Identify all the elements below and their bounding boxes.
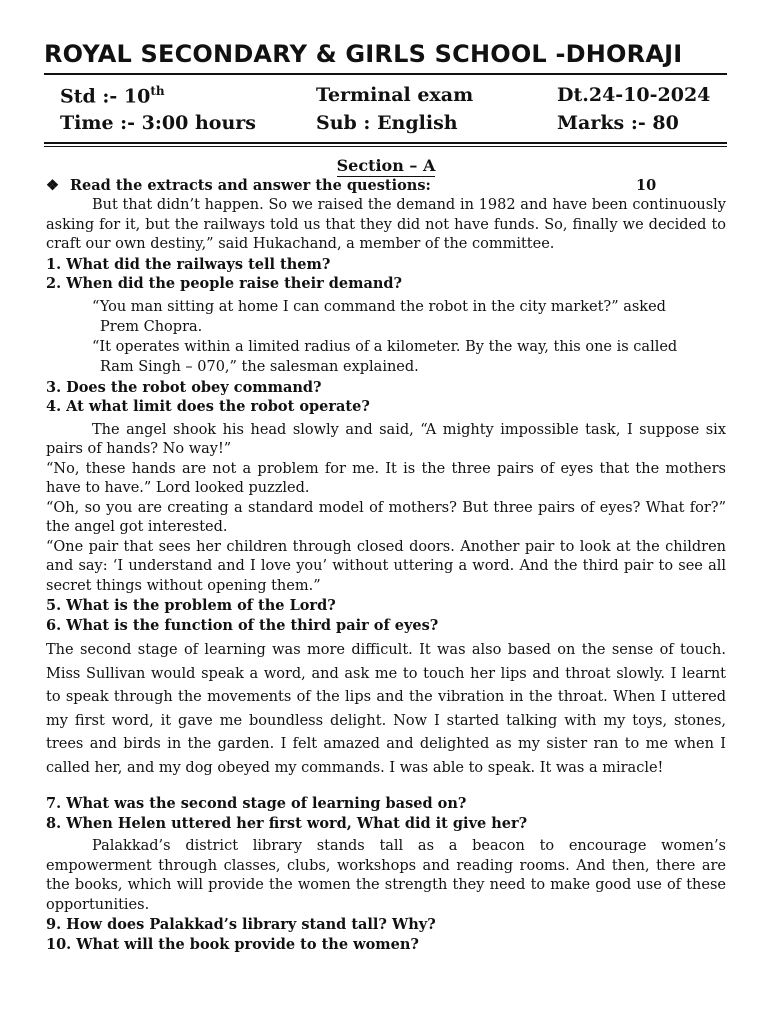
diamond-bullet-icon: ❖ (46, 177, 59, 194)
instruction (46, 176, 726, 196)
question-8: 8. When Helen uttered her first word, What did it give her? (46, 814, 528, 832)
question-6: 6. What is the function of the third pair of eyes? (46, 616, 439, 634)
header-divider (44, 142, 727, 144)
total-marks: Marks :- 80 (557, 112, 679, 134)
question-5: 5. What is the problem of the Lord? (46, 597, 336, 614)
extract-3-para-2: “No, these hands are not a problem for me. It is the three pairs of eyes that the mothers have to have.” Lord looked puzzled. (46, 460, 726, 496)
exam-date: Dt.24-10-2024 (557, 84, 711, 106)
exam-time: Time :- 3:00 hours (60, 112, 256, 134)
instruction-text: Read the extracts and answer the questions: (70, 177, 431, 194)
extract-5: Palakkad’s district library stands tall as a beacon to encourage women’s empowerment through classes, clubs, workshops and reading rooms. And then, there are the books, which will provide the women the strength they need to make good use of these opportunities. (46, 838, 726, 913)
extract-1: But that didn’t happen. So we raised the demand in 1982 and have been continuously asking for it, but the railways told us that they did not have funds. So, finally we decided to craft our own destiny,” said Hukachand, a member of the committee. (46, 197, 726, 252)
question-3: 3. Does the robot obey command? (46, 378, 322, 396)
standard-label: Std :- 10 (60, 85, 151, 108)
exam-name: Terminal exam (316, 84, 474, 106)
question-7: 7. What was the second stage of learning based on? (46, 795, 467, 812)
extract-2 (46, 297, 726, 377)
extract-2-line-2: “It operates within a limited radius of a kilometer. By the way, this one is called Ram Singh – 070,” the salesman explained. (92, 338, 678, 375)
question-2: 2. When did the people raise their demand? (46, 275, 403, 292)
question-9: 9. How does Palakkad’s library stand tall? Why? (46, 916, 436, 933)
instruction-marks: 10 (636, 177, 657, 194)
question-paper-body (46, 156, 726, 954)
standard-suffix: th (150, 84, 165, 98)
school-name: ROYAL SECONDARY & GIRLS SCHOOL -DHORAJI (44, 40, 683, 68)
extract-3-para-3: “Oh, so you are creating a standard model of mothers? But three pairs of eyes? What for?” the angel got interested. (46, 499, 726, 535)
section-title: Section – A (336, 156, 436, 175)
question-1: 1. What did the railways tell them? (46, 255, 331, 273)
extract-3-para-4: “One pair that sees her children through closed doors. Another pair to look at the children and say: ‘I understand and I love you’ without uttering a word. And the third pair to see all secret things without opening them.” (46, 538, 726, 594)
subject: Sub : English (316, 112, 458, 134)
question-4: 4. At what limit does the robot operate? (46, 398, 370, 415)
title-underline (44, 73, 727, 75)
extract-3-para-1: The angel shook his head slowly and said, “A mighty impossible task, I suppose six pairs of hands? No way!” (46, 421, 726, 457)
standard (60, 84, 165, 107)
header-divider-thin (44, 146, 727, 147)
extract-2-line-1: “You man sitting at home I can command the robot in the city market?” asked Prem Chopra. (92, 298, 666, 335)
extract-4: The second stage of learning was more difficult. It was also based on the sense of touch. Miss Sullivan would speak a word, and ask me to touch her lips and throat slowly. I learnt to speak through the movements of the lips and the vibration in the throat. When I uttered my first word, it gave me boundless delight. Now I started talking with my toys, stones, trees and birds in the garden. I felt amazed and delighted as my sister ran to me when I called her, and my dog obeyed my commands. I was able to speak. It was a miracle! (46, 642, 726, 776)
question-10: 10. What will the book provide to the women? (46, 935, 419, 953)
